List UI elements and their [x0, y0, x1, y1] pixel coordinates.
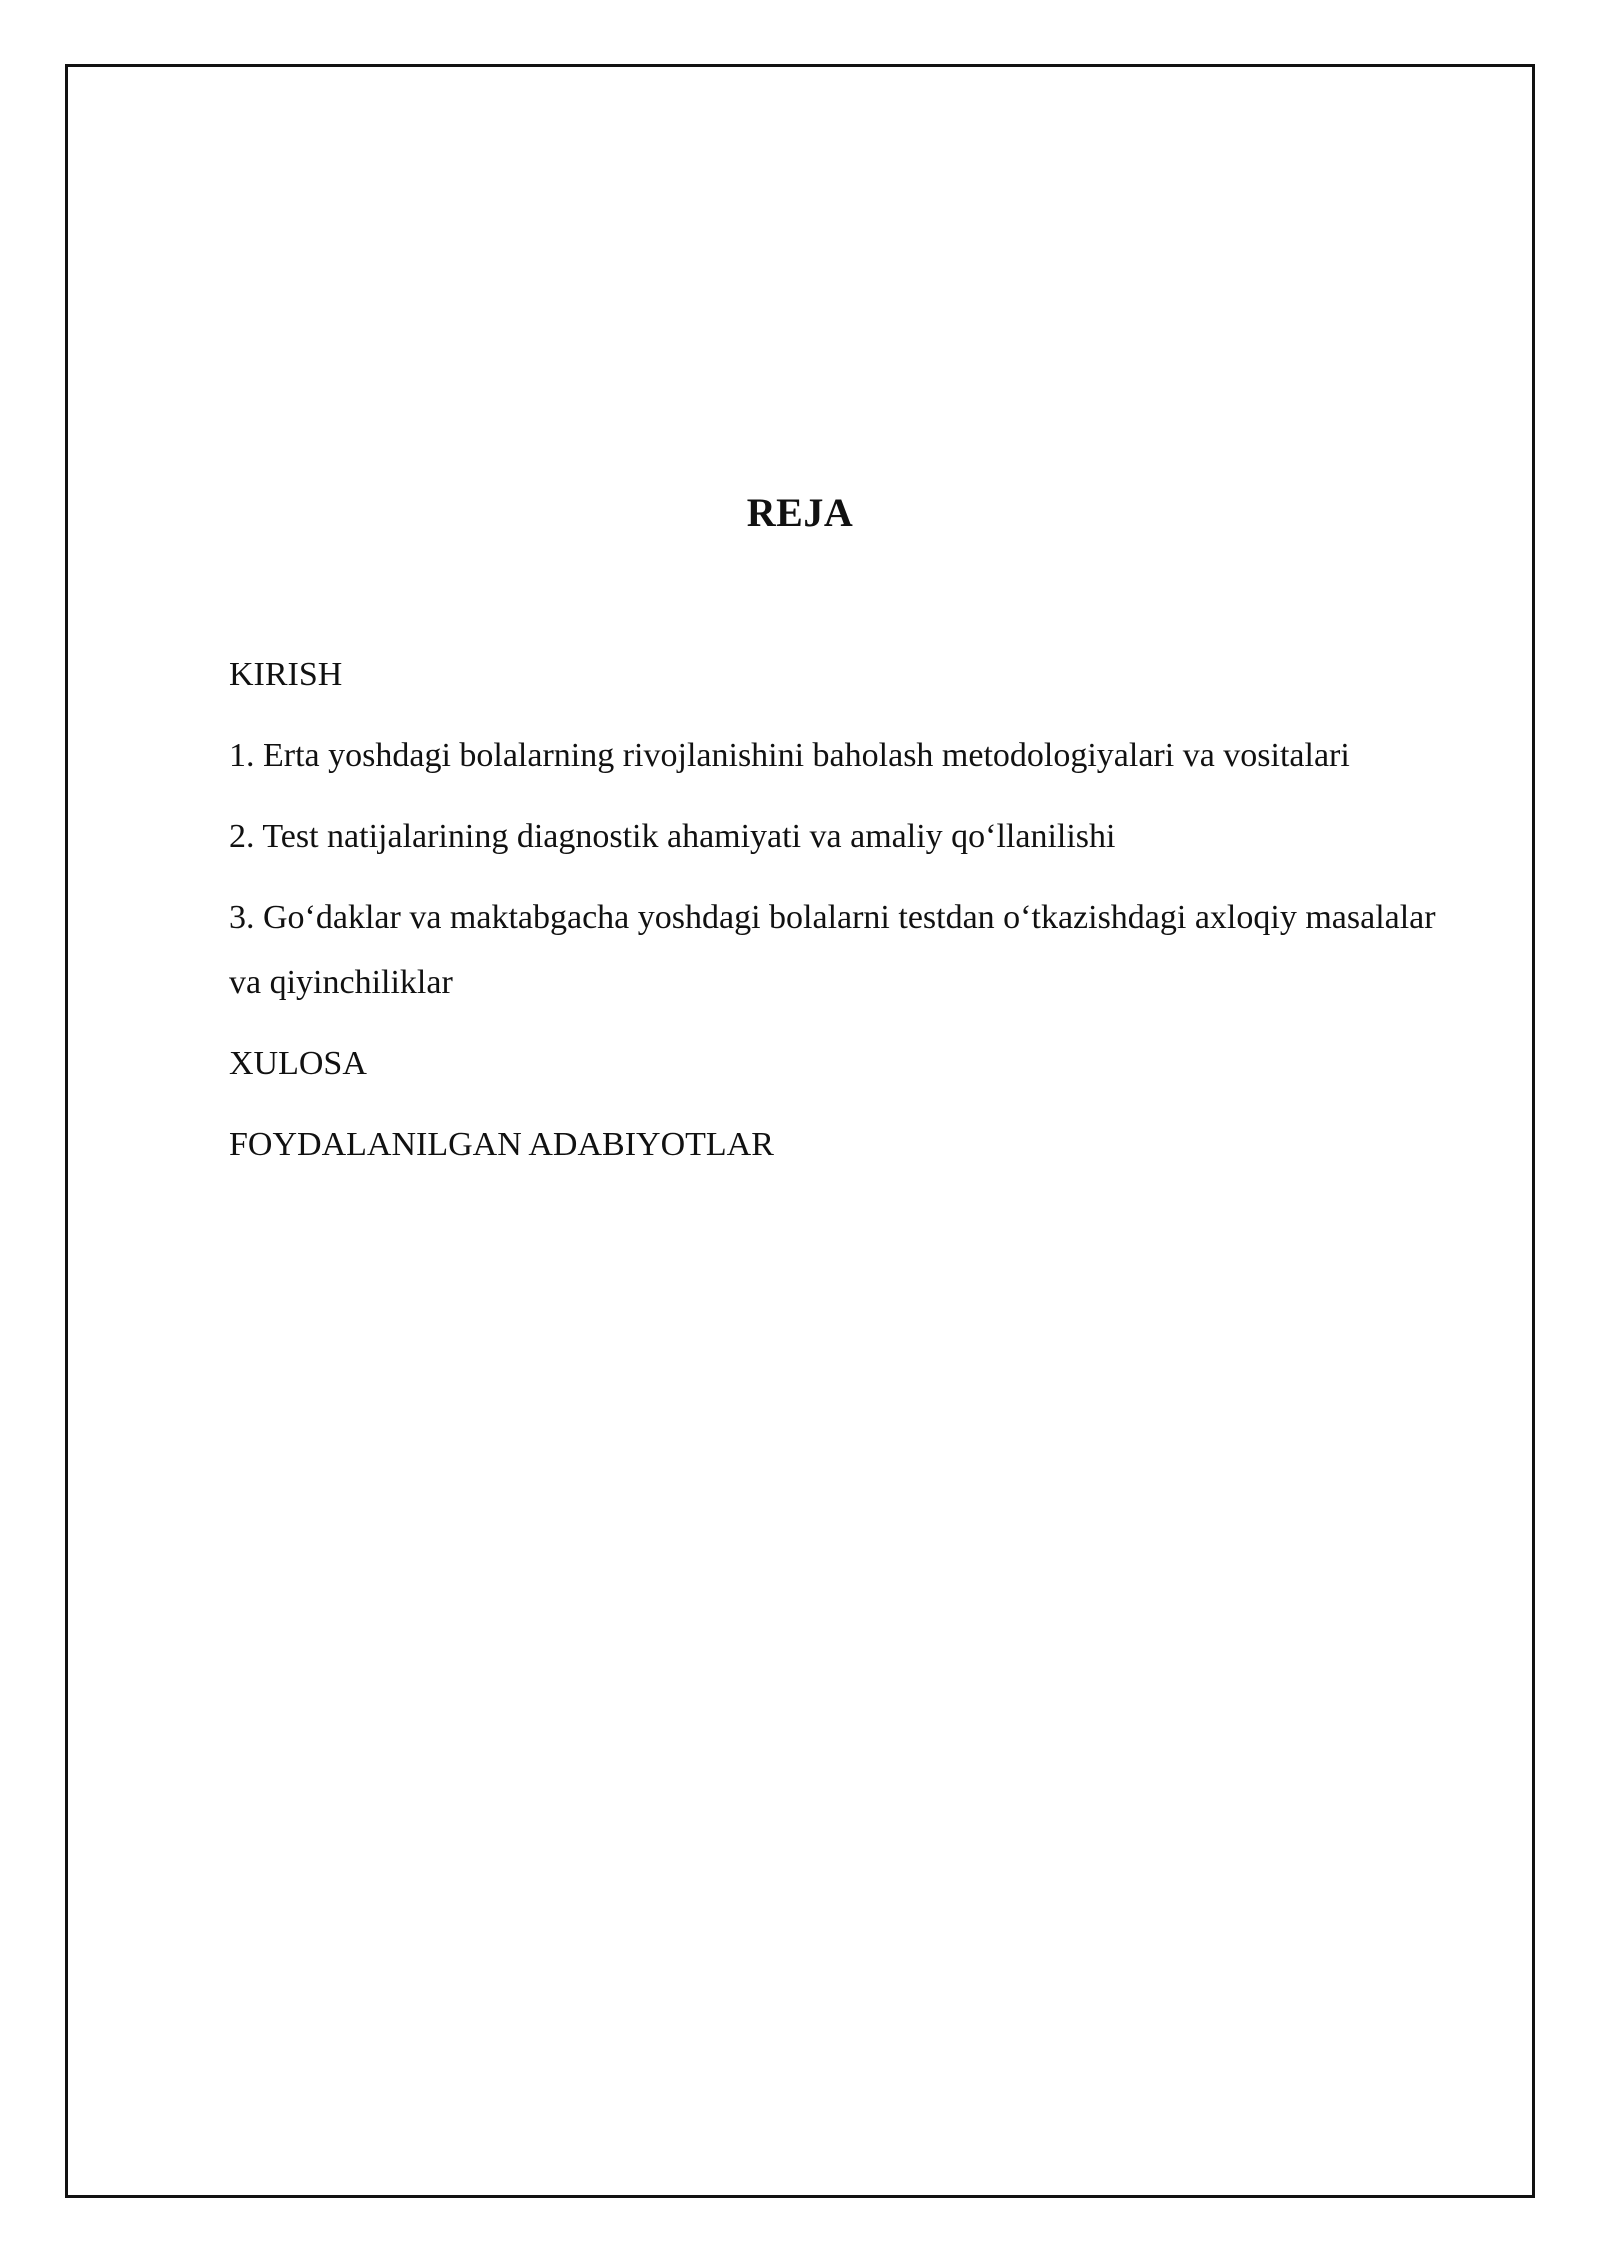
table-of-contents: [229, 642, 1529, 1193]
toc-item-section-1: 1. Erta yoshdagi bolalarning rivojlanishini baholash metodologiyalari va vositalari: [229, 737, 1350, 774]
toc-item-references: FOYDALANILGAN ADABIYOTLAR: [229, 1126, 774, 1163]
toc-item-section-3: 3. Go‘daklar va maktabgacha yoshdagi bolalarni testdan o‘tkazishdagi axloqiy masalalar va qiyinchiliklar: [229, 899, 1436, 1001]
page-title: REJA: [746, 489, 854, 535]
toc-item-introduction: KIRISH: [229, 656, 343, 693]
toc-item-conclusion: XULOSA: [229, 1045, 367, 1082]
toc-item-section-2: 2. Test natijalarining diagnostik ahamiyati va amaliy qo‘llanilishi: [229, 818, 1116, 855]
